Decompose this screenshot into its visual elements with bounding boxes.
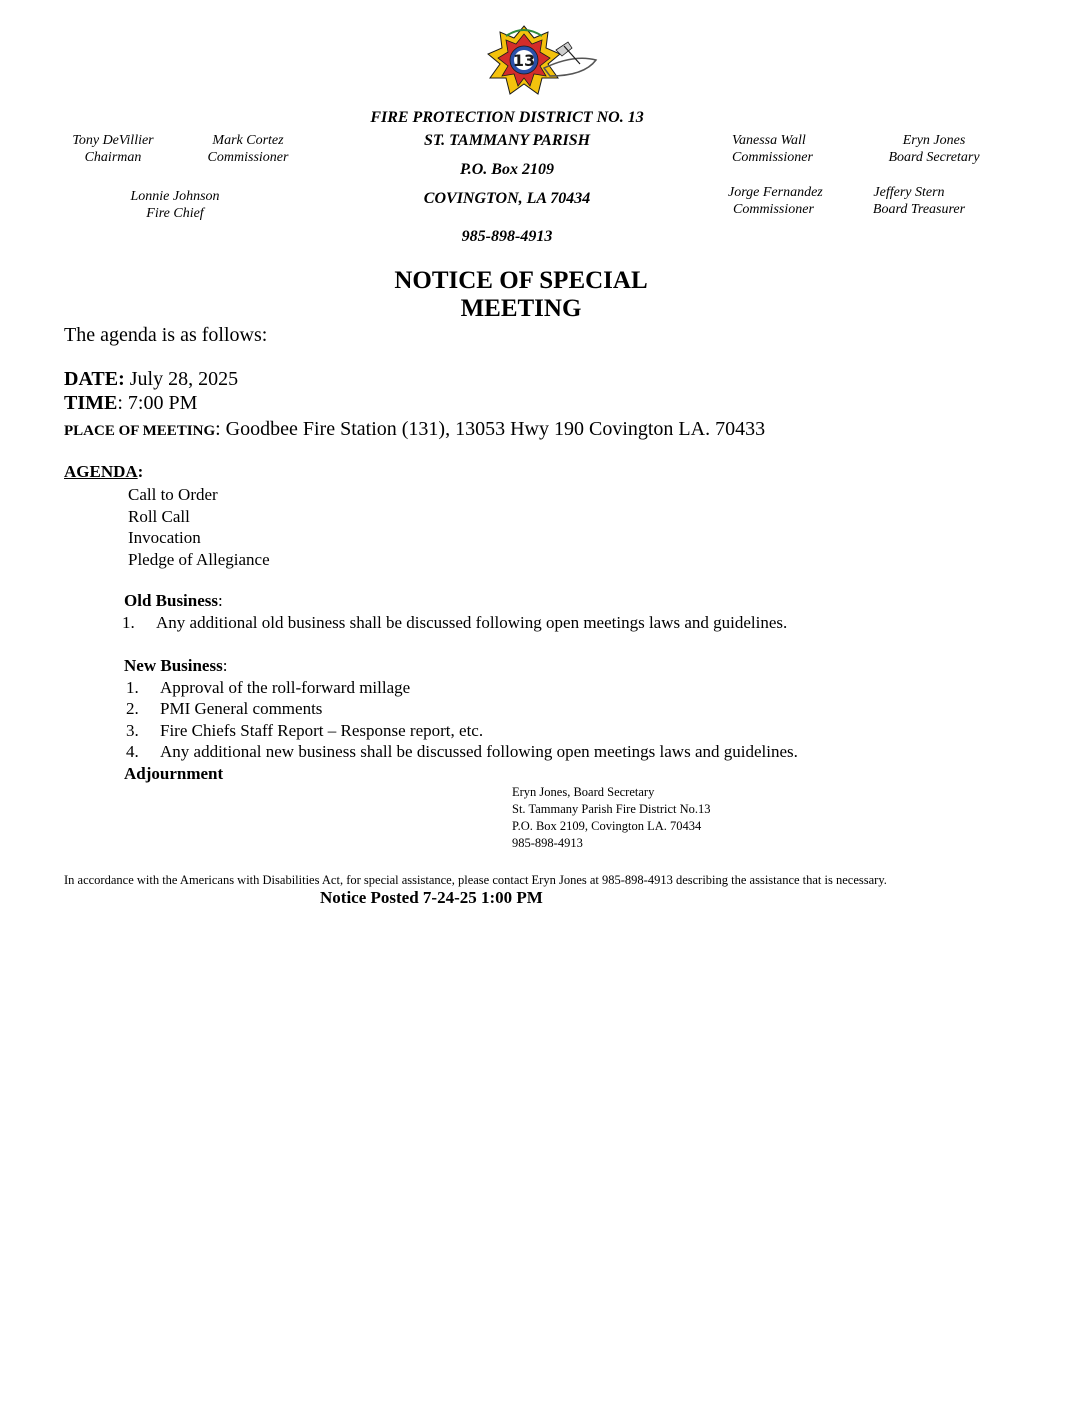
official-title: Chairman (84, 150, 142, 165)
time-label: TIME (64, 392, 118, 414)
parish-name: ST. TAMMANY PARISH (423, 132, 591, 149)
official-left-1 (56, 132, 170, 166)
phone-number: 985-898-4913 (461, 228, 553, 245)
new-business-item-1 (126, 678, 410, 698)
notice-title-line1: NOTICE OF SPECIAL (394, 267, 648, 294)
item-text: Fire Chiefs Staff Report – Response report, etc. (160, 721, 484, 740)
ada-notice: In accordance with the Americans with Disabilities Act, for special assistance, please contact Eryn Jones at 985-898-4913 describing the assistance that is necessary. (64, 873, 887, 887)
item-number: 2. (126, 699, 139, 718)
official-title: Commissioner (207, 150, 289, 165)
date-label: DATE: (64, 368, 125, 390)
district-name: FIRE PROTECTION DISTRICT NO. 13 (370, 109, 644, 126)
official-right-1 (722, 132, 826, 166)
signature-line: Eryn Jones, Board Secretary (512, 785, 655, 799)
item-text: Any additional new business shall be discussed following open meetings laws and guidelines. (160, 742, 798, 761)
agenda-colon: : (137, 462, 144, 481)
official-left-2 (190, 132, 306, 166)
place-value: : Goodbee Fire Station (131), 13053 Hwy 190 Covington LA. 70433 (215, 418, 766, 440)
official-right-2 (868, 132, 1000, 166)
time-value: : 7:00 PM (117, 392, 198, 414)
place-label: PLACE OF MEETING (64, 423, 216, 439)
old-business-heading (124, 591, 223, 611)
meeting-place (64, 418, 765, 441)
item-text: PMI General comments (160, 699, 323, 718)
agenda-intro: The agenda is as follows: (64, 324, 268, 346)
list-item: Call to Order (128, 485, 218, 504)
signature-line: P.O. Box 2109, Covington LA. 70434 (512, 819, 702, 833)
new-business-item-2 (126, 699, 322, 719)
adjournment: Adjournment (124, 764, 224, 783)
list-item: Pledge of Allegiance (128, 549, 270, 569)
official-title: Fire Chief (146, 206, 204, 221)
new-business-heading (124, 656, 227, 676)
item-number: 1. (126, 678, 139, 697)
notice-title (300, 267, 742, 323)
agenda-heading (64, 462, 143, 482)
notice-title-line2: MEETING (460, 295, 582, 322)
item-text: Approval of the roll-forward millage (160, 678, 411, 697)
old-business-item-1 (122, 613, 787, 633)
new-business-label: New Business (124, 656, 223, 675)
signature-block (512, 784, 711, 852)
svg-text:13: 13 (512, 51, 536, 70)
official-title: Board Treasurer (872, 202, 966, 217)
item-number: 3. (126, 721, 139, 740)
official-name: Lonnie Johnson (130, 189, 220, 204)
official-title: Commissioner (732, 150, 813, 165)
item-number: 4. (126, 742, 139, 761)
official-name: Eryn Jones (902, 133, 966, 148)
signature-line: St. Tammany Parish Fire District No.13 (512, 802, 711, 816)
date-value: July 28, 2025 (124, 368, 239, 390)
item-number: 1. (122, 613, 135, 632)
official-name: Mark Cortez (212, 133, 284, 148)
po-box: P.O. Box 2109 (460, 161, 554, 178)
signature-line: 985-898-4913 (512, 836, 583, 850)
list-item: Invocation (128, 528, 201, 547)
official-name: Jeffery Stern (873, 185, 945, 200)
new-business-item-3 (126, 721, 483, 741)
official-name: Jorge Fernandez (728, 185, 823, 200)
new-business-colon: : (222, 656, 228, 675)
meeting-time (64, 392, 197, 415)
old-business-colon: : (218, 591, 223, 610)
official-title: Board Secretary (888, 150, 980, 165)
posted-notice: Notice Posted 7-24-25 1:00 PM (320, 888, 543, 907)
official-name: Tony DeVillier (72, 133, 154, 148)
official-title: Commissioner (733, 202, 814, 217)
old-business-label: Old Business (124, 591, 219, 610)
city-address: COVINGTON, LA 70434 (423, 190, 591, 207)
official-left-3 (116, 188, 234, 222)
item-text: Any additional old business shall be discussed following open meetings laws and guidelines. (156, 613, 788, 632)
opening-items (128, 484, 270, 570)
meeting-date (64, 368, 238, 391)
official-right-3 (722, 184, 834, 218)
official-name: Vanessa Wall (732, 133, 806, 148)
list-item: Roll Call (128, 506, 190, 526)
agenda-label: AGENDA (64, 462, 138, 481)
official-right-4 (860, 184, 978, 218)
district-logo (484, 24, 604, 104)
fire-district-badge-icon (484, 24, 604, 104)
new-business-item-4 (126, 742, 798, 762)
